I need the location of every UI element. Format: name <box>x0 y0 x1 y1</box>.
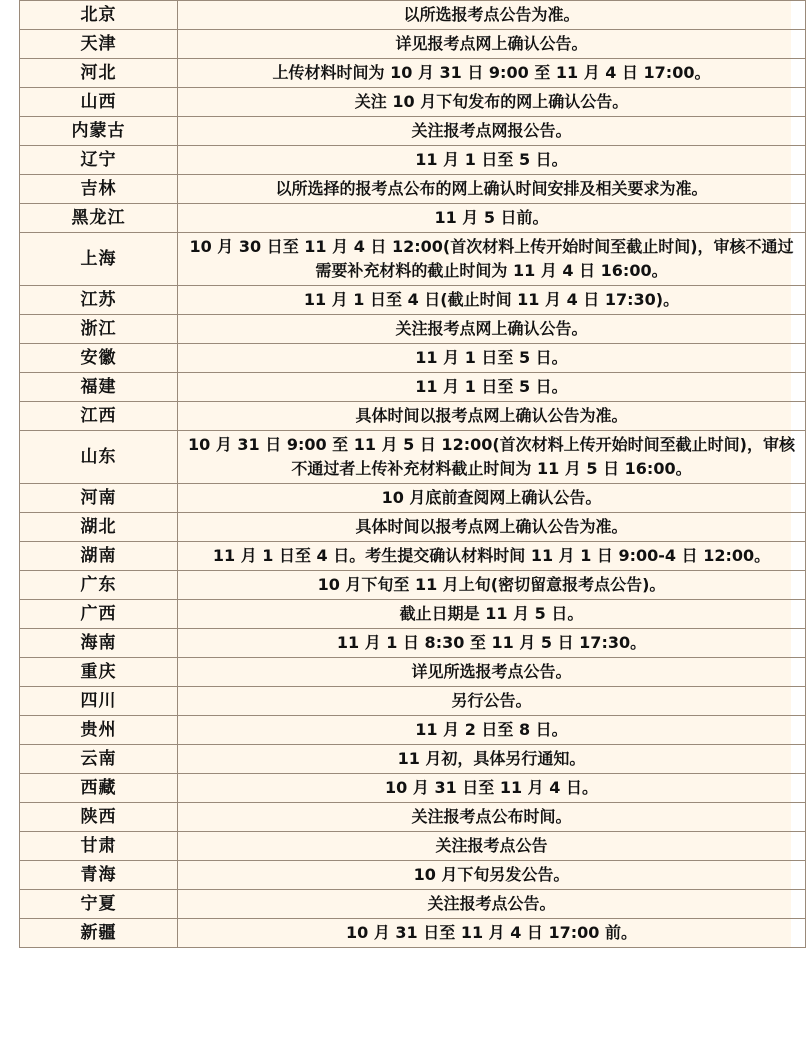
province-cell: 山东 <box>20 431 178 484</box>
table-row <box>20 431 806 484</box>
table-row <box>20 832 806 861</box>
schedule-cell: 11 月 1 日至 4 日。考生提交确认材料时间 11 月 1 日 9:00-4 日 12:00。 <box>178 542 806 571</box>
schedule-cell: 11 月 1 日至 5 日。 <box>178 373 806 402</box>
table-row <box>20 890 806 919</box>
table-row <box>20 315 806 344</box>
province-cell: 内蒙古 <box>20 117 178 146</box>
table-row <box>20 542 806 571</box>
table-row <box>20 716 806 745</box>
schedule-cell: 关注报考点网报公告。 <box>178 117 806 146</box>
province-cell: 湖南 <box>20 542 178 571</box>
schedule-table-body <box>20 1 806 948</box>
province-cell: 贵州 <box>20 716 178 745</box>
table-row <box>20 600 806 629</box>
table-row <box>20 286 806 315</box>
table-row <box>20 774 806 803</box>
province-cell: 广东 <box>20 571 178 600</box>
table-row <box>20 402 806 431</box>
schedule-cell: 另行公告。 <box>178 687 806 716</box>
table-row <box>20 687 806 716</box>
province-cell: 北京 <box>20 1 178 30</box>
table-row <box>20 484 806 513</box>
schedule-cell: 11 月 1 日至 5 日。 <box>178 344 806 373</box>
table-row <box>20 803 806 832</box>
schedule-cell: 关注 10 月下旬发布的网上确认公告。 <box>178 88 806 117</box>
province-cell: 广西 <box>20 600 178 629</box>
province-cell: 黑龙江 <box>20 204 178 233</box>
schedule-cell: 10 月 31 日至 11 月 4 日 17:00 前。 <box>178 919 806 948</box>
province-cell: 江苏 <box>20 286 178 315</box>
schedule-sheet <box>19 0 795 948</box>
province-cell: 浙江 <box>20 315 178 344</box>
table-row <box>20 59 806 88</box>
schedule-cell: 11 月 1 日至 5 日。 <box>178 146 806 175</box>
table-row <box>20 861 806 890</box>
province-cell: 云南 <box>20 745 178 774</box>
table-row <box>20 1 806 30</box>
province-cell: 辽宁 <box>20 146 178 175</box>
table-row <box>20 117 806 146</box>
schedule-cell: 11 月 2 日至 8 日。 <box>178 716 806 745</box>
table-row <box>20 30 806 59</box>
province-cell: 宁夏 <box>20 890 178 919</box>
table-row <box>20 629 806 658</box>
table-row <box>20 919 806 948</box>
province-cell: 安徽 <box>20 344 178 373</box>
province-cell: 上海 <box>20 233 178 286</box>
table-row <box>20 88 806 117</box>
province-cell: 新疆 <box>20 919 178 948</box>
table-row <box>20 513 806 542</box>
province-cell: 西藏 <box>20 774 178 803</box>
province-cell: 四川 <box>20 687 178 716</box>
schedule-cell: 以所选报考点公告为准。 <box>178 1 806 30</box>
schedule-cell: 以所选择的报考点公布的网上确认时间安排及相关要求为准。 <box>178 175 806 204</box>
province-cell: 河南 <box>20 484 178 513</box>
schedule-cell: 11 月初，具体另行通知。 <box>178 745 806 774</box>
province-cell: 山西 <box>20 88 178 117</box>
schedule-cell: 10 月下旬另发公告。 <box>178 861 806 890</box>
schedule-cell: 10 月 30 日至 11 月 4 日 12:00(首次材料上传开始时间至截止时间)，审核不通过需要补充材料的截止时间为 11 月 4 日 16:00。 <box>178 233 806 286</box>
schedule-cell: 11 月 1 日 8:30 至 11 月 5 日 17:30。 <box>178 629 806 658</box>
schedule-cell: 上传材料时间为 10 月 31 日 9:00 至 11 月 4 日 17:00。 <box>178 59 806 88</box>
province-cell: 天津 <box>20 30 178 59</box>
table-row <box>20 233 806 286</box>
table-row <box>20 571 806 600</box>
schedule-cell: 11 月 1 日至 4 日(截止时间 11 月 4 日 17:30)。 <box>178 286 806 315</box>
table-row <box>20 373 806 402</box>
province-cell: 甘肃 <box>20 832 178 861</box>
table-row <box>20 175 806 204</box>
confirmation-schedule-table <box>19 0 806 948</box>
table-row <box>20 745 806 774</box>
province-cell: 河北 <box>20 59 178 88</box>
schedule-cell: 具体时间以报考点网上确认公告为准。 <box>178 513 806 542</box>
table-row <box>20 658 806 687</box>
province-cell: 吉林 <box>20 175 178 204</box>
schedule-cell: 10 月 31 日 9:00 至 11 月 5 日 12:00(首次材料上传开始时间至截止时间)，审核不通过者上传补充材料截止时间为 11 月 5 日 16:00。 <box>178 431 806 484</box>
province-cell: 重庆 <box>20 658 178 687</box>
province-cell: 陕西 <box>20 803 178 832</box>
schedule-cell: 关注报考点公告 <box>178 832 806 861</box>
province-cell: 江西 <box>20 402 178 431</box>
province-cell: 海南 <box>20 629 178 658</box>
schedule-cell: 11 月 5 日前。 <box>178 204 806 233</box>
province-cell: 福建 <box>20 373 178 402</box>
table-row <box>20 146 806 175</box>
table-row <box>20 344 806 373</box>
schedule-cell: 关注报考点公告。 <box>178 890 806 919</box>
schedule-cell: 截止日期是 11 月 5 日。 <box>178 600 806 629</box>
schedule-cell: 具体时间以报考点网上确认公告为准。 <box>178 402 806 431</box>
schedule-cell: 详见所选报考点公告。 <box>178 658 806 687</box>
schedule-cell: 10 月 31 日至 11 月 4 日。 <box>178 774 806 803</box>
schedule-cell: 10 月底前查阅网上确认公告。 <box>178 484 806 513</box>
table-row <box>20 204 806 233</box>
province-cell: 湖北 <box>20 513 178 542</box>
schedule-cell: 关注报考点公布时间。 <box>178 803 806 832</box>
province-cell: 青海 <box>20 861 178 890</box>
schedule-cell: 详见报考点网上确认公告。 <box>178 30 806 59</box>
schedule-cell: 10 月下旬至 11 月上旬(密切留意报考点公告)。 <box>178 571 806 600</box>
schedule-cell: 关注报考点网上确认公告。 <box>178 315 806 344</box>
